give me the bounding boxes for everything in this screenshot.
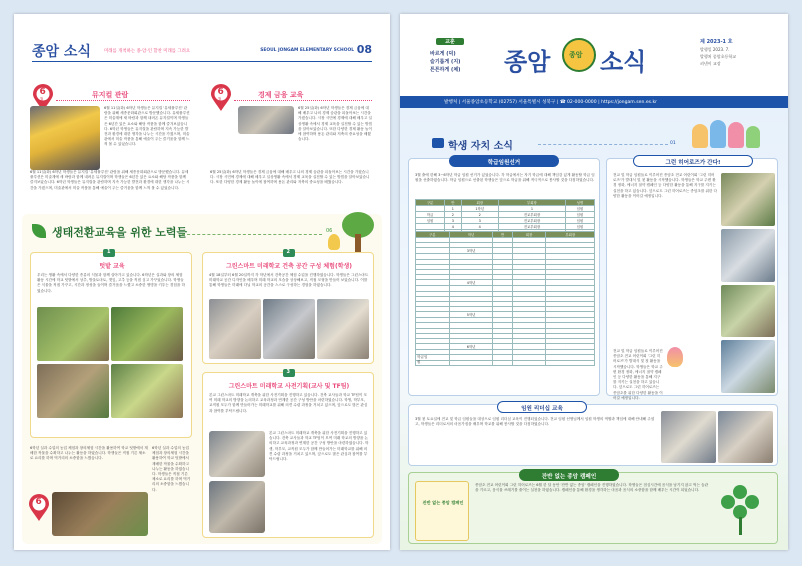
box-text: 전교 및 학급 임원들로 이루어진 종암초 전교 어린이회 '그린 히어로즈'가 발대식 및 첫 활동을 시작했습니다. 학생들은 학교 주변 환경 정화, 에너지 절약 캠페인 등 다양한 활동을 통해 지구를 지키는 실천을 하고 있습니다. 앞으로도 그린 히어로즈는 종암초를 위한 다양한 활동을 이어갈 예정입니다.: [613, 173, 718, 198]
table-head: 회장: [512, 232, 546, 238]
card-title-underline: [56, 100, 190, 101]
pin-month: 6: [39, 87, 46, 97]
table-head: 학년: [449, 232, 493, 238]
sub-number-badge: [283, 369, 295, 377]
card-text: 6월 25일(화) 6학년 학생들은 경제 금융에 대해 배우고 나의 경제 습관을 되돌아보는 시간을 가졌습니다. 시장 시민에 경제에 대해 배우고 일상생활 속에서 경제 교육을 실천할 수 있는 방법을 알아보았습니다. 또한 다양한 경제 활동 놀이에 참여하며 용돈 관리와 저축의 중요성을 배웠습니다.: [298, 106, 372, 142]
economy-photo: [238, 106, 294, 134]
musical-extra-text: 6월 11일(화) 6학년 학생들은 뮤지컬 '유세풀루션' 관람을 위해 세종문화회관으로 방문했습니다. 뮤세풀루션은 미술계에 새 바람과 함께 내려온 뮤지컬이며 학생들은 6년간 있은 요소와 해당 작품을 함께 즐겨보았습니다. 6학년 학생들은 뮤지컬을 관람하며 지속 가능한 발전과 환경에 대한 생각을 나누는 시간을 가졌으며, 미술관에서 미술 작품을 통해 예술이 주는 즐거움을 함께 느껴 볼 수 있었습니다.: [30, 170, 190, 190]
pin-month-unit: 월: [218, 97, 222, 101]
clover-icon: [719, 481, 773, 541]
motto-box: [430, 38, 470, 86]
right-page: [400, 14, 788, 550]
election-side-label: 학급임원: [417, 355, 428, 364]
sub-number-badge: [283, 249, 295, 257]
left-page-number: 08: [356, 43, 372, 56]
left-page: [14, 14, 390, 550]
info-bar-text: 발행처 | 서울종암초등학교 (02757) 서울특별시 성북구 | ☎ 02-000-0000 | https://jongam.sen.es.kr: [444, 99, 658, 105]
leaf-icon: [32, 224, 46, 238]
tree-illustration: [328, 212, 374, 252]
issue-date: 발행일 2023. 7.: [700, 47, 730, 52]
sub-text-continued: 본교 그린스마트 미래학교 개축을 위한 사전기획을 진행하고 있습니다. 건축 교사들과 학교 TF팀이 모여 미래 학교의 방향을 논의하고 교육과정과 연계한 공간 구성 방안을 마련하였습니다. 학생, 학부모, 교직원 모두가 함께 만들어가는 미래학교를 위해 의견 수렴 과정을 거치고 있으며, 앞으로도 많은 관심과 참여를 부탁드립니다.: [269, 431, 369, 462]
sub-title: 텃밭 교육: [99, 263, 125, 270]
student-council-area: [400, 108, 788, 550]
heroes-photo: [721, 340, 775, 393]
box-title: 잔반 없는 종암 캠페인: [541, 473, 597, 480]
student-section-title: 학생 자치 소식: [448, 141, 513, 152]
sub-number: 3: [286, 369, 290, 375]
sub-text: 4월 18일부터 6월 20일까지 각 학년에서 건축공간 체험 수업을 진행하였습니다. 학생들은 그린스마트 미래학교 공간 디자인을 배우며 미래 학교의 모습을 상상해보고, 직접 모형을 만들어 보았습니다. 이를 통해 학생들은 미래에 다닐 학교의 공간을 스스로 구성하는 경험을 하였습니다.: [209, 273, 369, 288]
table-head: 구분: [416, 200, 445, 206]
info-bar: [400, 96, 788, 108]
sub-number: 1: [107, 249, 111, 255]
sub-number: 2: [286, 249, 290, 255]
student-page-number: 01: [670, 141, 676, 146]
card-title: 뮤지컬 관람: [92, 91, 129, 99]
card-title-underline: [234, 100, 372, 101]
garden-photos: [37, 307, 187, 419]
musical-photo: [30, 106, 100, 170]
issue-box: [700, 38, 780, 84]
table-row: 4학년: [416, 280, 595, 286]
teacher-photo-2: [209, 481, 265, 533]
kids-illustration: [692, 114, 762, 150]
box-title-tab: [633, 155, 753, 167]
heroes-photo: [721, 285, 775, 338]
masthead-right: 소식: [600, 48, 647, 76]
heroes-photo: [721, 229, 775, 282]
graduation-cap-icon: [432, 138, 444, 148]
hot-air-balloon-icon: [667, 347, 683, 367]
left-header: [32, 40, 372, 62]
masthead: [400, 32, 788, 102]
leadership-photos: [661, 411, 773, 463]
table-row: 1 1학년 1 임원: [416, 206, 595, 212]
eco-title: 생태전환교육을 위한 노력들: [52, 226, 188, 239]
sub-text: 우리는 생활 속에서 다양한 종류의 식물과 함께 살아가고 있습니다. 6학년은 실과와 창의 체험 활동 시간에 학교 텃밭에서 상추, 방울토마토, 깻잎, 고추 등을 직접 심고 가꾸었습니다. 학생들은 식물을 직접 가꾸고, 시간과 정성을 들이며 즐거움을 느꼈고 소중한 생명을 키우는 경험을 하였습니다.: [37, 273, 185, 293]
month-pin: [210, 84, 232, 112]
table-row: 학급 2 2 전교부회장 임원: [416, 212, 595, 218]
table-head: 반: [493, 232, 512, 238]
card-text: 6월 11일(화) 6학년 학생들은 뮤지컬 '유세풀루션' 관람을 위해 세종문화회관으로 방문했습니다. 뮤세풀루션은 미술계에 새 바람과 함께 내려온 뮤지컬이며 학생들은 6년간 있은 요소와 해당 작품을 함께 즐겨보았습니다. 6학년 학생들은 뮤지컬을 관람하며 지속 가능한 발전과 환경에 대한 생각을 나누는 시간을 가졌으며, 미술관에서 미술 작품을 통해 예술이 주는 즐거움을 함께 느껴 볼 수 있었습니다.: [104, 106, 190, 147]
eco-title-line: [182, 234, 322, 235]
green-heroes-box: [606, 158, 778, 400]
left-header-tagline: 미래를 개척하는 종·암·인 할찬 미래를 그려요: [104, 49, 191, 54]
economy-extra-text: 6월 25일(화) 6학년 학생들은 경제 금융에 대해 배우고 나의 경제 습관을 되돌아보는 시간을 가졌습니다. 시장 시민에 경제에 대해 배우고 일상생활 속에서 경제 교육을 실천할 수 있는 방법을 알아보았습니다. 또한 다양한 경제 활동 놀이에 참여하며 용돈 관리와 저축의 중요성을 배웠습니다.: [210, 170, 370, 185]
leadership-box: [408, 404, 778, 466]
motto-line-3: 튼튼하게 (체): [430, 67, 461, 73]
harvest-text: 6학년 실과 수업의 농업 체험과 창의체험 시간을 활용하여 학교 텃밭에서 재배한 작물을 수확하고 나누는 활동을 하였습니다. 학생들은 직접 기른 채소로 요리를 하며 먹거리의 소중함을 느꼈습니다.: [30, 446, 148, 461]
architecture-teacher-box: [202, 369, 374, 538]
table-head: 구분: [416, 232, 450, 238]
table-row: 3학년: [416, 248, 595, 254]
motto-line-2: 슬기롭게 (지): [430, 59, 461, 65]
section-title-line: [538, 144, 668, 145]
box-title-tab: [519, 469, 619, 481]
pin-month: 6: [35, 497, 42, 507]
pin-month: 6: [217, 87, 224, 97]
sub-number-badge: [103, 249, 115, 257]
box-title-tab: [449, 155, 559, 167]
heroes-photo: [721, 173, 775, 226]
table-row: 임원 3 3 전교부회장 임원: [416, 218, 595, 224]
box-title: 임원 리더십 교육: [521, 406, 563, 412]
box-text: 3월 출에 한해 3~6학년 학급 임원 선거가 있었습니다. 각 학급에서는 자기 학급에 대해 책임감 있게 활동할 학급 임원을 선출하였습니다. 학급 임원으로 선출된 학생들은 앞으로 학급을 위해 적극적으로 봉사할 것을 다짐하였습니다.: [415, 173, 595, 183]
pin-month-unit: 월: [40, 97, 44, 101]
heroes-photos: [721, 173, 775, 393]
teacher-photo-1: [209, 431, 265, 477]
table-row: 5학년: [416, 312, 595, 318]
eco-section: [22, 214, 382, 544]
box-text: 3월 첫 토요일에 전교 및 학급 임원들을 대상으로 임원 리더십 교육이 진행되었습니다. 전교 임원 선생님께서 임원 학생의 역할과 책임에 대해 안내해 주셨고, 학생들은 리더로서의 마음가짐을 배우며 학교를 위해 봉사할 것을 다짐하였습니다.: [415, 417, 655, 427]
left-header-title: 종암 소식: [32, 44, 91, 60]
table-head: 부회장: [498, 200, 565, 206]
campaign-poster: [415, 481, 469, 541]
sub-text: 본교 그린스마트 미래학교 개축을 위한 사전기획을 진행하고 있습니다. 건축 교사들과 학교 TF팀이 모여 미래 학교의 방향을 논의하고 교육과정과 연계한 공간 구성 방안을 마련하였습니다. 학생, 학부모, 교직원 모두가 함께 만들어가는 미래학교를 위해 의견 수렴 과정을 거치고 있으며, 앞으로도 많은 관심과 참여를 부탁드립니다.: [209, 393, 368, 413]
left-header-school: SEOUL JONGAM ELEMENTARY SCHOOL: [260, 48, 354, 53]
table-head: 회장: [461, 200, 498, 206]
harvest-box: [30, 446, 192, 538]
table-head: 반: [445, 200, 461, 206]
emblem-text: 종암: [569, 51, 583, 59]
architecture-photos: [209, 299, 369, 359]
box-text: 종암초 전교 어린이회 그린 히어로즈는 6월 한 달 동안 '잔반 없는 종암' 캠페인을 진행하였습니다. 학생들은 점심시간에 음식을 남기지 않고 먹는 습관을 기르고, 음식물 쓰레기를 줄이는 실천을 하였습니다. 캠페인을 통해 환경을 생각하는 마음과 음식의 소중함을 함께 배우는 시간이 되었습니다.: [475, 483, 709, 493]
eco-page: 06: [326, 228, 333, 234]
masthead-left: 종암: [504, 48, 551, 76]
box-title: 그런 히어로즈가 간다!: [665, 160, 721, 166]
harvest-photo: [52, 492, 148, 536]
architecture-student-box: [202, 249, 374, 364]
motto-line-1: 바르게 (덕): [430, 51, 456, 57]
issue-publisher: 발행처 종암초등학교: [700, 54, 737, 59]
table-row: 6학년: [416, 344, 595, 350]
card-title: 경제 금융 교육: [258, 91, 304, 99]
school-emblem: [562, 38, 596, 72]
table-row: [416, 360, 595, 365]
table-head: 성명: [565, 200, 594, 206]
motto-title: 교훈: [436, 38, 464, 45]
month-pin: [28, 494, 50, 522]
issue-editor: 펴낸이 교장: [700, 61, 721, 66]
sub-title: 그린스마트 미래학교 사전기획(교사 및 TF팀): [228, 383, 350, 390]
poster-text: 잔반 없는 종암 캠페인: [422, 500, 464, 505]
harvest-text-right: 6학년 실과 수업의 농업 체험과 창의체험 시간을 활용하여 학교 텃밭에서 재배한 작물을 수확하고 나누는 활동을 하였습니다. 학생들은 직접 기른 채소로 요리를 하며 먹거리의 소중함을 느꼈습니다.: [152, 446, 191, 492]
zero-waste-box: [408, 472, 778, 544]
class-election-box: [408, 158, 600, 396]
sub-title: 그린스마트 미래학교 건축 공간 구성 체험(학생): [225, 263, 353, 270]
box-title: 학급임원선거: [487, 159, 521, 166]
class-officers-table: [415, 231, 595, 366]
table-row: 4 4 전교부회장 임원: [416, 224, 595, 230]
table-head: 부회장: [546, 232, 595, 238]
box-title-tab: [497, 401, 587, 413]
box-text-continued: 전교 및 학급 임원들로 이루어진 종암초 전교 어린이회 '그린 히어로즈'가 발대식 및 첫 활동을 시작했습니다. 학생들은 학교 주변 환경 정화, 에너지 절약 캠페인 등 다양한 활동을 통해 지구를 지키는 실천을 하고 있습니다. 앞으로도 그린 히어로즈는 종암초를 위한 다양한 활동을 이어갈 예정입니다.: [613, 349, 663, 400]
garden-box: [30, 249, 192, 438]
grade-officers-table: [415, 231, 595, 366]
issue-number: 제 2023-1 호: [700, 39, 733, 45]
